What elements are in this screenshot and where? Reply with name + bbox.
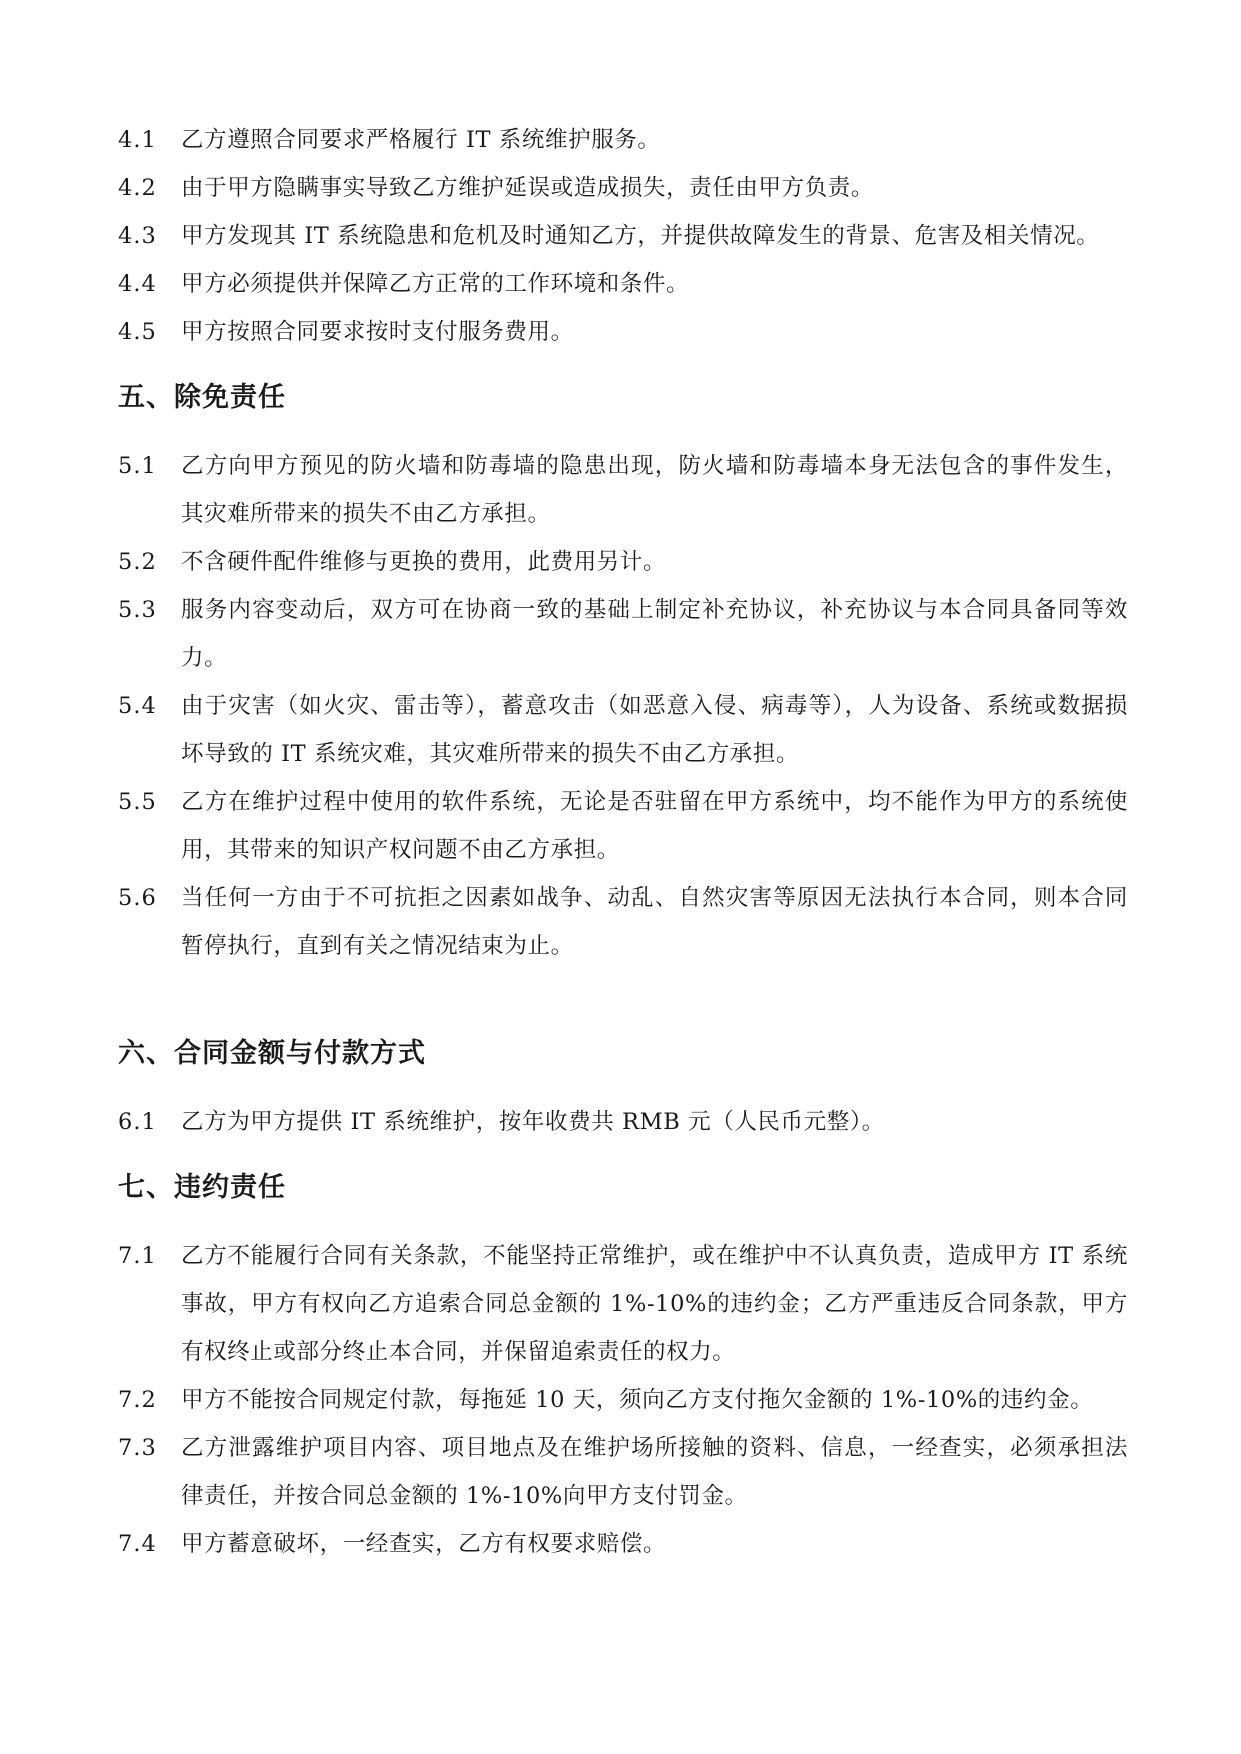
- clause-7-4: [118, 1520, 1128, 1568]
- clause-4-3: [118, 212, 1128, 260]
- section-6: [118, 1034, 1128, 1146]
- clause-text: 甲方蓄意破坏，一经查实，乙方有权要求赔偿。: [181, 1531, 667, 1557]
- clause-7-1: [118, 1232, 1128, 1376]
- clause-7-3: [118, 1424, 1128, 1520]
- clause-number: 4.4: [118, 271, 157, 297]
- clause-text: 当任何一方由于不可抗拒之因素如战争、动乱、自然灾害等原因无法执行本合同，则本合同暂停执行，直到有关之情况结束为止。: [181, 885, 1128, 959]
- clause-text: 不含硬件配件维修与更换的费用，此费用另计。: [181, 549, 667, 575]
- clause-text: 服务内容变动后，双方可在协商一致的基础上制定补充协议，补充协议与本合同具备同等效力。: [181, 597, 1128, 671]
- clause-number: 7.1: [118, 1243, 157, 1269]
- clause-number: 7.4: [118, 1531, 157, 1557]
- contract-content: [118, 116, 1128, 1568]
- section-heading: 五、除免责任: [118, 382, 286, 413]
- clause-4-2: [118, 164, 1128, 212]
- clause-5-6: [118, 874, 1128, 970]
- clause-number: 6.1: [118, 1109, 157, 1135]
- clause-number: 5.6: [118, 885, 157, 911]
- clause-number: 4.1: [118, 127, 157, 153]
- clause-4-1: [118, 116, 1128, 164]
- clause-number: 5.3: [118, 597, 157, 623]
- clause-text: 由于灾害（如火灾、雷击等），蓄意攻击（如恶意入侵、病毒等），人为设备、系统或数据损坏导致的 IT 系统灾难，其灾难所带来的损失不由乙方承担。: [181, 693, 1128, 767]
- clause-number: 4.5: [118, 319, 157, 345]
- clause-5-4: [118, 682, 1128, 778]
- section-heading: 七、违约责任: [118, 1172, 286, 1203]
- clause-number: 4.3: [118, 223, 157, 249]
- clause-5-1: [118, 442, 1128, 538]
- clause-4-4: [118, 260, 1128, 308]
- clause-5-5: [118, 778, 1128, 874]
- clause-6-1: [118, 1098, 1128, 1146]
- clause-5-3: [118, 586, 1128, 682]
- clause-text: 乙方向甲方预见的防火墙和防毒墙的隐患出现，防火墙和防毒墙本身无法包含的事件发生，其灾难所带来的损失不由乙方承担。: [181, 453, 1128, 527]
- clause-number: 5.4: [118, 693, 157, 719]
- clause-text: 乙方为甲方提供 IT 系统维护，按年收费共 RMB 元（人民币元整）。: [181, 1109, 885, 1135]
- clause-text: 乙方泄露维护项目内容、项目地点及在维护场所接触的资料、信息，一经查实，必须承担法律责任，并按合同总金额的 1%-10%向甲方支付罚金。: [181, 1435, 1128, 1509]
- clause-text: 乙方在维护过程中使用的软件系统，无论是否驻留在甲方系统中，均不能作为甲方的系统使用，其带来的知识产权问题不由乙方承担。: [181, 789, 1128, 863]
- section-4: [118, 116, 1128, 356]
- section-heading: 六、合同金额与付款方式: [118, 1038, 426, 1069]
- clause-text: 乙方不能履行合同有关条款，不能坚持正常维护，或在维护中不认真负责，造成甲方 IT 系统事故，甲方有权向乙方追索合同总金额的 1%-10%的违约金；乙方严重违反合同条款，甲方有权终止或部分终止本合同，并保留追索责任的权力。: [181, 1243, 1128, 1365]
- clause-text: 甲方不能按合同规定付款，每拖延 10 天，须向乙方支付拖欠金额的 1%-10%的违约金。: [181, 1387, 1094, 1413]
- section-5: [118, 378, 1128, 970]
- section-7: [118, 1168, 1128, 1568]
- clause-text: 甲方必须提供并保障乙方正常的工作环境和条件。: [181, 271, 690, 297]
- clause-number: 7.2: [118, 1387, 157, 1413]
- clause-text: 甲方发现其 IT 系统隐患和危机及时通知乙方，并提供故障发生的背景、危害及相关情况。: [181, 223, 1100, 249]
- clause-number: 5.5: [118, 789, 157, 815]
- clause-text: 由于甲方隐瞒事实导致乙方维护延误或造成损失，责任由甲方负责。: [181, 175, 875, 201]
- clause-number: 5.2: [118, 549, 157, 575]
- clause-text: 甲方按照合同要求按时支付服务费用。: [181, 319, 574, 345]
- clause-7-2: [118, 1376, 1128, 1424]
- clause-5-2: [118, 538, 1128, 586]
- clause-number: 4.2: [118, 175, 157, 201]
- clause-text: 乙方遵照合同要求严格履行 IT 系统维护服务。: [181, 127, 661, 153]
- clause-4-5: [118, 308, 1128, 356]
- clause-number: 7.3: [118, 1435, 157, 1461]
- clause-number: 5.1: [118, 453, 157, 479]
